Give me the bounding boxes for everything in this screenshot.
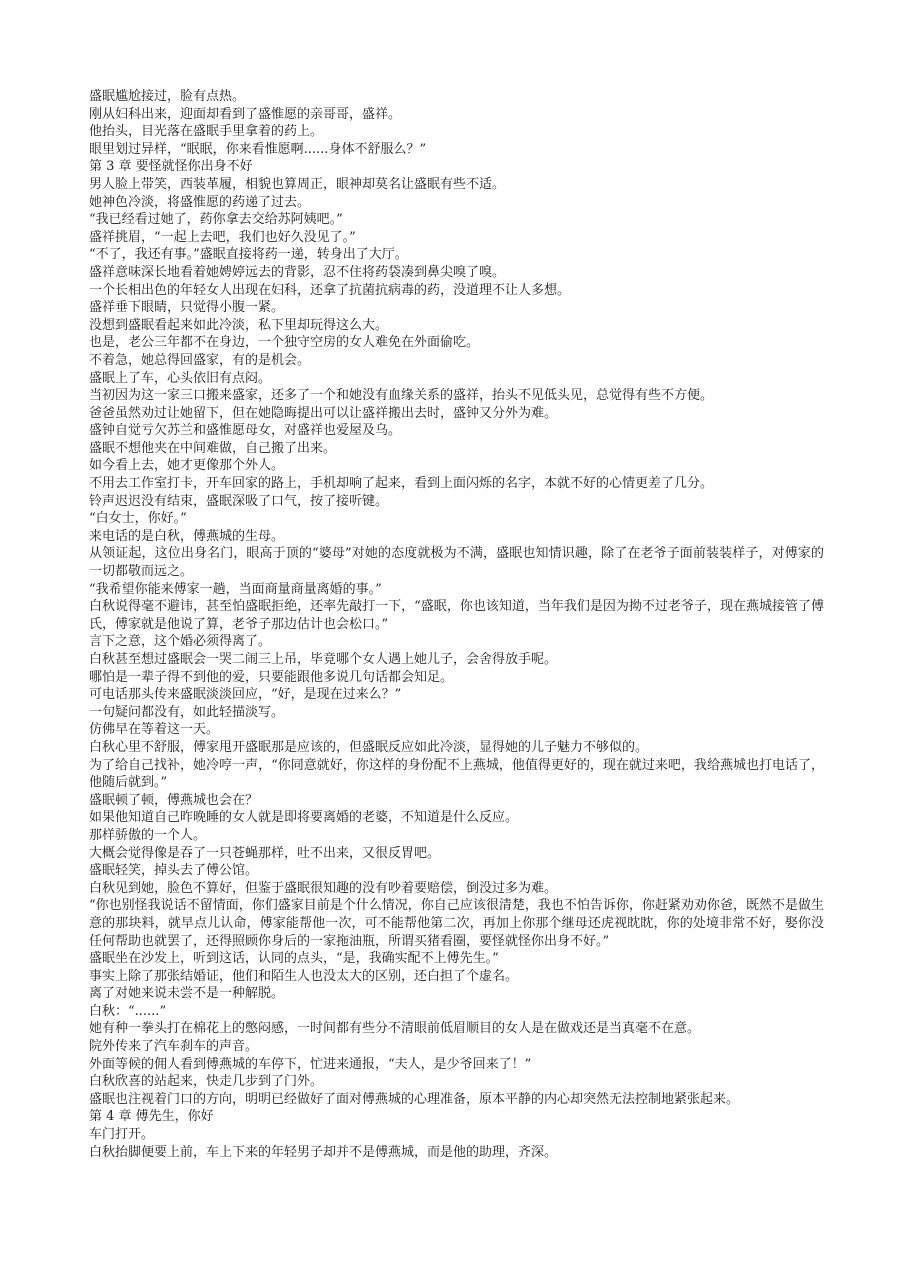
- paragraph: “我希望你能来傅家一趟，当面商量商量离婚的事。”: [89, 581, 382, 597]
- paragraph: 盛眠不想他夹在中间难做，自己搬了出来。: [89, 440, 337, 456]
- paragraph: 盛祥垂下眼睛，只觉得小腹一紧。: [89, 300, 285, 316]
- paragraph: 白秋甚至想过盛眠会一哭二闹三上吊，毕竟哪个女人遇上她儿子，会舍得放手呢。: [89, 652, 558, 667]
- paragraph: “你也别怪我说话不留情面，你们盛家目前是个什么情况，你自己应该很清楚，我也不怕告诉你，你赶紧劝劝你爸，既然不是做生意的那块料，就早点儿认命，傅家能帮他一次，可不能帮他第二次，再加上你那个继母还虎视眈眈，你的处境非常不好，娶你没任何帮助也就罢了，还得照顾你身后的一家拖油瓶，所谓买猪看圈，要怪就怪你出身不好。”: [89, 898, 824, 949]
- paragraph: 盛眠也注视着门口的方向，明明已经做好了面对傅燕城的心理准备，原本平静的内心却突然无法控制地紧张起来。: [89, 1091, 740, 1107]
- paragraph: 她有种一拳头打在棉花上的憋闷感，一时间都有些分不清眼前低眉顺目的女人是在做戏还是当真毫不在意。: [89, 1021, 701, 1037]
- paragraph: 哪怕是一辈子得不到他的爱，只要能跟他多说几句话都会知足。: [89, 669, 454, 685]
- document-page: [89, 88, 824, 1161]
- paragraph: 也是，老公三年都不在身边，一个独守空房的女人难免在外面偷吃。: [89, 335, 480, 351]
- paragraph: 如果他知道自己昨晚睡的女人就是即将要离婚的老婆，不知道是什么反应。: [89, 810, 519, 826]
- paragraph: 不用去工作室打卡，开车回家的路上，手机却响了起来，看到上面闪烁的名字，本就不好的心情更差了几分。: [89, 476, 714, 492]
- paragraph: 白秋欣喜的站起来，快走几步到了门外。: [89, 1074, 324, 1090]
- paragraph: 那样骄傲的一个人。: [89, 827, 207, 843]
- paragraph: 盛祥意味深长地看着她娉婷远去的背影，忍不住将药袋凑到鼻尖嗅了嗅。: [89, 264, 506, 280]
- paragraph: 事实上除了那张结婚证，他们和陌生人也没太大的区别，还白担了个虚名。: [89, 968, 519, 984]
- paragraph: 盛眠上了车，心头依旧有点闷。: [89, 370, 272, 386]
- paragraph: 一句疑问都没有，如此轻描淡写。: [89, 704, 285, 720]
- paragraph: 白秋见到她，脸色不算好，但鉴于盛眠很知趣的没有吵着要赔偿，倒没过多为难。: [89, 880, 558, 896]
- paragraph: 车门打开。: [89, 1127, 155, 1143]
- chapter-heading: 第 3 章 要怪就怪你出身不好: [89, 159, 253, 175]
- paragraph: 离了对她来说未尝不是一种解脱。: [89, 986, 285, 1002]
- paragraph: 仿佛早在等着这一天。: [89, 722, 220, 738]
- paragraph: 可电话那头传来盛眠淡淡回应，“好，是现在过来么？”: [89, 687, 402, 703]
- paragraph: “白女士，你好。”: [89, 511, 187, 527]
- paragraph: 从领证起，这位出身名门，眼高于顶的“婆母”对她的态度就极为不满，盛眠也知情识趣，除了在老爷子面前装装样子，对傅家的一切都敬而远之。: [89, 546, 824, 580]
- paragraph: 大概会觉得像是吞了一只苍蝇那样，吐不出来，又很反胃吧。: [89, 845, 441, 861]
- paragraph: 外面等候的佣人看到傅燕城的车停下，忙进来通报，“夫人，是少爷回来了！”: [89, 1056, 532, 1072]
- paragraph: 为了给自己找补，她冷哼一声，“你同意就好，你这样的身份配不上燕城，他值得更好的，现在就过来吧，我给燕城也打电话了，他随后就到。”: [89, 757, 824, 791]
- paragraph: 男人脸上带笑，西装革履，相貌也算周正，眼神却莫名让盛眠有些不适。: [89, 176, 506, 192]
- paragraph: 来电话的是白秋，傅燕城的生母。: [89, 528, 285, 544]
- paragraph: 如今看上去，她才更像那个外人。: [89, 458, 285, 474]
- paragraph: 当初因为这一家三口搬来盛家，还多了一个和她没有血缘关系的盛祥，抬头不见低头见，总觉得有些不方便。: [89, 388, 714, 404]
- chapter-heading: 第 4 章 傅先生，你好: [89, 1109, 214, 1125]
- paragraph: 白秋抬脚便要上前，车上下来的年轻男子却并不是傅燕城，而是他的助理，齐深。: [89, 1144, 558, 1160]
- paragraph: 言下之意，这个婚必须得离了。: [89, 634, 272, 650]
- paragraph: 盛眠顿了顿，傅燕城也会在？: [89, 792, 259, 808]
- paragraph: 爸爸虽然劝过让她留下，但在她隐晦提出可以让盛祥搬出去时，盛钟又分外为难。: [89, 405, 558, 421]
- paragraph: 盛钟自觉亏欠苏兰和盛惟愿母女，对盛祥也爱屋及乌。: [89, 423, 402, 439]
- paragraph: 不着急，她总得回盛家，有的是机会。: [89, 352, 311, 368]
- paragraph: 盛眠尴尬接过，脸有点热。: [89, 89, 246, 104]
- paragraph: 白秋说得毫不避讳，甚至怕盛眠拒绝，还率先敲打一下，“盛眠，你也该知道，当年我们是因为拗不过老爷子，现在燕城接管了傅氏，傅家就是他说了算，老爷子那边估计也会松口。”: [89, 599, 824, 632]
- paragraph: “不了，我还有事。”盛眠直接将药一递，转身出了大厅。: [89, 247, 408, 263]
- paragraph: 院外传来了汽车刹车的声音。: [89, 1039, 259, 1055]
- paragraph: 铃声迟迟没有结束，盛眠深吸了口气，按了接听键。: [89, 493, 389, 509]
- paragraph: 她神色冷淡，将盛惟愿的药递了过去。: [89, 194, 311, 210]
- paragraph: 盛眠轻笑，掉头去了傅公馆。: [89, 863, 259, 879]
- paragraph: 白秋心里不舒服，傅家甩开盛眠那是应该的，但盛眠反应如此冷淡，显得她的儿子魅力不够似的。: [89, 739, 649, 755]
- paragraph: 没想到盛眠看起来如此冷淡，私下里却玩得这么大。: [89, 317, 389, 333]
- paragraph: 一个长相出色的年轻女人出现在妇科，还拿了抗菌抗病毒的药，没道理不让人多想。: [89, 282, 571, 298]
- paragraph: 盛眠坐在沙发上，听到这话，认同的点头，“是，我确实配不上傅先生。”: [89, 951, 499, 967]
- paragraph: 盛祥挑眉，“一起上去吧，我们也好久没见了。”: [89, 229, 356, 245]
- paragraph: 刚从妇科出来，迎面却看到了盛惟愿的亲哥哥，盛祥。: [89, 106, 402, 122]
- paragraph: 他抬头，目光落在盛眠手里拿着的药上。: [89, 124, 324, 140]
- paragraph: 白秋：“......”: [89, 1003, 167, 1019]
- paragraph: “我已经看过她了，药你拿去交给苏阿姨吧。”: [89, 212, 343, 228]
- paragraph: 眼里划过异样，“眠眠，你来看惟愿啊......身体不舒服么？”: [89, 141, 427, 157]
